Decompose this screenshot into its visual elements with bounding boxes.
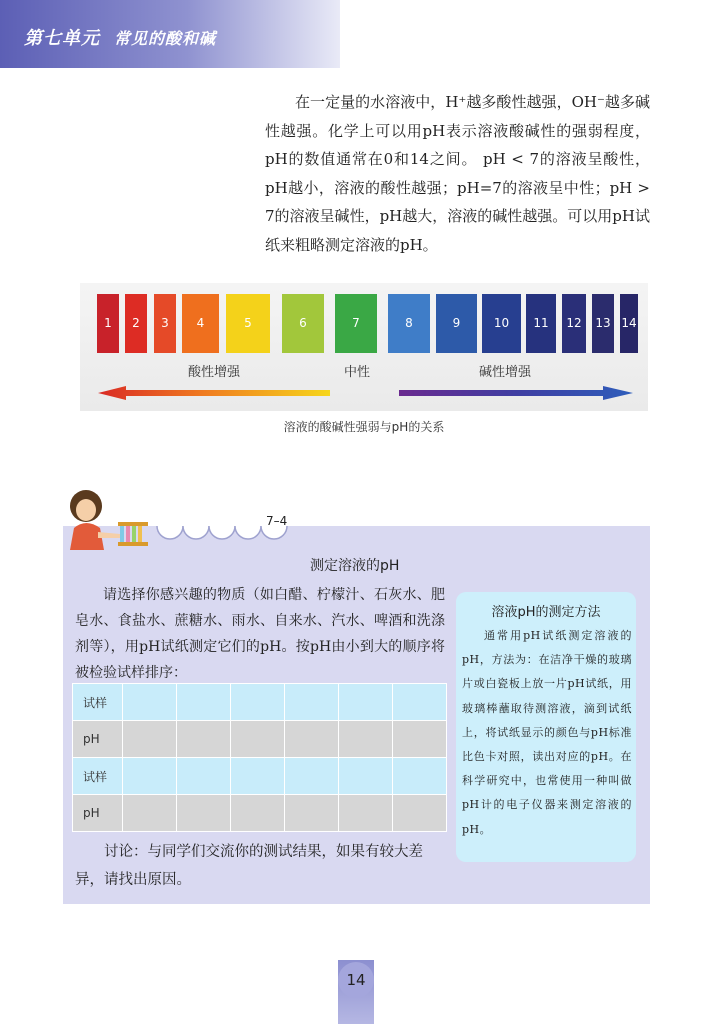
table-cell[interactable] xyxy=(393,721,447,758)
ph-box-5: 5 xyxy=(226,294,270,353)
sample-ph-table xyxy=(72,683,447,832)
row-header-sample: 试样 xyxy=(73,758,123,795)
table-cell[interactable] xyxy=(393,795,447,832)
intro-paragraph xyxy=(265,88,650,259)
ph-box-13: 13 xyxy=(592,294,614,353)
base-arrow-icon xyxy=(399,386,633,400)
table-cell[interactable] xyxy=(393,684,447,721)
ph-box-10: 10 xyxy=(482,294,521,353)
acid-arrow-icon xyxy=(98,386,330,400)
table-cell[interactable] xyxy=(285,795,339,832)
table-cell[interactable] xyxy=(285,684,339,721)
ph-scale-caption: 溶液的酸碱性强弱与pH的关系 xyxy=(283,420,445,434)
ph-scale-figure xyxy=(80,283,648,411)
row-header-ph: pH xyxy=(73,795,123,832)
discussion-paragraph xyxy=(75,838,450,894)
table-cell[interactable] xyxy=(339,758,393,795)
table-cell[interactable] xyxy=(339,721,393,758)
table-cell[interactable] xyxy=(177,795,231,832)
table-cell[interactable] xyxy=(231,684,285,721)
intro-text: 在一定量的水溶液中，H⁺越多酸性越强，OH⁻越多碱性越强。化学上可以用pH表示溶液酸碱性的强弱程度，pH的数值通常在0和14之间。 pH < 7的溶液呈酸性， pH越小，溶液的酸性越强；pH=7的溶液呈中性；pH > 7的溶液呈碱性，pH越大，溶液的碱性越强。可以用pH试纸来粗略测定溶液的pH。 xyxy=(265,93,650,254)
student-with-test-tubes-icon xyxy=(64,488,154,550)
table-cell[interactable] xyxy=(123,684,177,721)
base-label: 碱性增强 xyxy=(479,365,532,380)
table-cell[interactable] xyxy=(123,721,177,758)
table-cell[interactable] xyxy=(123,795,177,832)
ph-box-6: 6 xyxy=(282,294,324,353)
neutral-label: 中性 xyxy=(344,365,371,380)
discussion-text: 讨论：与同学们交流你的测试结果，如果有较大差异，请找出原因。 xyxy=(75,844,423,888)
method-title: 溶液pH的测定方法 xyxy=(491,605,601,620)
ph-box-9: 9 xyxy=(436,294,477,353)
unit-title: 常见的酸和碱 xyxy=(114,29,217,48)
ph-box-4: 4 xyxy=(182,294,219,353)
table-cell[interactable] xyxy=(339,795,393,832)
row-header-sample: 试样 xyxy=(73,684,123,721)
ph-box-12: 12 xyxy=(562,294,586,353)
table-row xyxy=(73,721,447,758)
table-cell[interactable] xyxy=(177,721,231,758)
ph-box-11: 11 xyxy=(526,294,556,353)
acid-label: 酸性增强 xyxy=(188,365,241,380)
activity-number: 7–4 xyxy=(266,514,288,528)
method-body xyxy=(462,624,632,842)
row-header-ph: pH xyxy=(73,721,123,758)
method-text: 通常用pH试纸测定溶液的pH，方法为：在洁净干燥的玻璃片或白瓷板上放一片pH试纸，用玻璃棒蘸取待测溶液，滴到试纸上，将试纸显示的颜色与pH标准比色卡对照，读出对应的pH。在科学研究中，也常使用一种叫做pH计的电子仪器来测定溶液的pH。 xyxy=(462,629,632,836)
ph-box-7: 7 xyxy=(335,294,377,353)
ph-box-2: 2 xyxy=(125,294,147,353)
unit-label: 第七单元 xyxy=(24,28,100,49)
table-cell[interactable] xyxy=(231,721,285,758)
table-cell[interactable] xyxy=(177,758,231,795)
ph-box-14: 14 xyxy=(620,294,638,353)
ph-box-1: 1 xyxy=(97,294,119,353)
ph-box-8: 8 xyxy=(388,294,430,353)
table-cell[interactable] xyxy=(123,758,177,795)
unit-header-banner xyxy=(0,0,340,68)
ph-box-3: 3 xyxy=(154,294,176,353)
unit-header-text xyxy=(24,24,216,50)
table-cell[interactable] xyxy=(285,758,339,795)
table-row xyxy=(73,795,447,832)
table-cell[interactable] xyxy=(393,758,447,795)
activity-instructions xyxy=(75,582,445,686)
table-cell[interactable] xyxy=(285,721,339,758)
table-row xyxy=(73,758,447,795)
table-row xyxy=(73,684,447,721)
table-cell[interactable] xyxy=(231,795,285,832)
table-cell[interactable] xyxy=(339,684,393,721)
table-cell[interactable] xyxy=(177,684,231,721)
activity-body-text: 请选择你感兴趣的物质（如白醋、柠檬汁、石灰水、肥皂水、食盐水、蔗糖水、雨水、自来水、汽水、啤酒和洗涤剂等），用pH试纸测定它们的pH。按pH由小到大的顺序将被检验试样排序： xyxy=(75,587,445,681)
page-number: 14 xyxy=(338,962,374,998)
table-cell[interactable] xyxy=(231,758,285,795)
activity-title: 测定溶液的pH xyxy=(310,558,400,574)
method-sidebar xyxy=(456,592,636,862)
